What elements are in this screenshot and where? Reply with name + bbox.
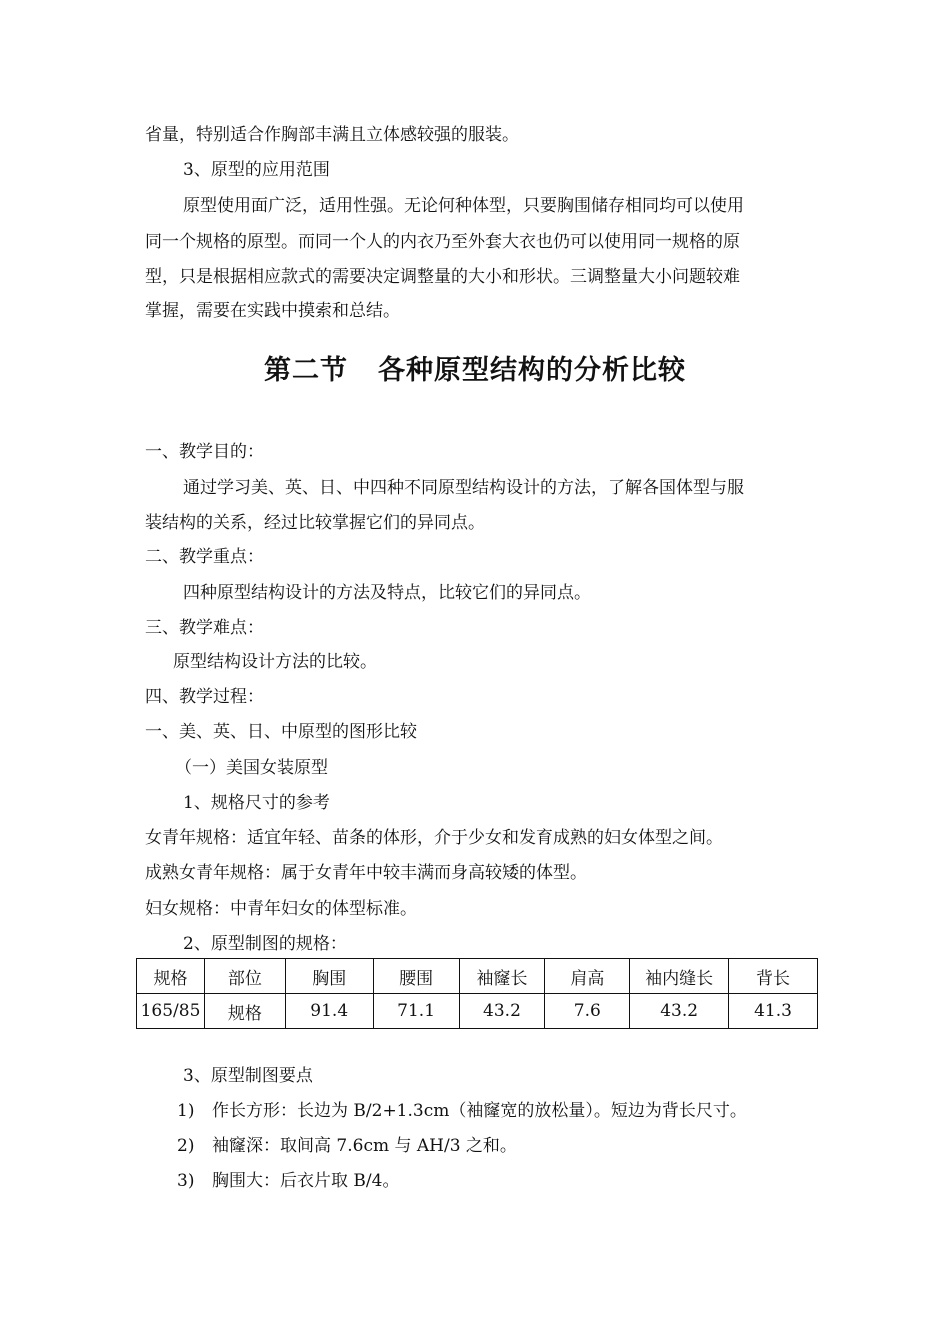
spec-women: 妇女规格：中青年妇女的体型标准。 [145, 899, 417, 919]
table-header-cell: 腰围 [373, 959, 459, 994]
step-text: 胸围大：后衣片取 B/4。 [212, 1171, 400, 1191]
compare-heading: 一、美、英、日、中原型的图形比较 [145, 722, 417, 742]
step-number: 2) [177, 1136, 195, 1156]
table-cell: 71.1 [373, 994, 459, 1029]
table-cell: 165/85 [137, 994, 205, 1029]
american-prototype-heading: （一）美国女装原型 [175, 758, 328, 778]
spec-table [136, 958, 818, 1029]
paragraph-line: 掌握，需要在实践中摸索和总结。 [145, 301, 400, 321]
table-header-cell: 肩高 [545, 959, 630, 994]
table-header-cell: 袖内缝长 [630, 959, 729, 994]
table-cell: 7.6 [545, 994, 630, 1029]
table-header-cell: 袖窿长 [459, 959, 545, 994]
drafting-points-heading: 3、原型制图要点 [183, 1066, 313, 1086]
paragraph-line: 原型使用面广泛，适用性强。无论何种体型，只要胸围储存相同均可以使用 [183, 196, 744, 216]
step-text: 作长方形：长边为 B/2+1.3cm（袖窿宽的放松量）。短边为背长尺寸。 [212, 1101, 747, 1121]
goal-text: 装结构的关系，经过比较掌握它们的异同点。 [145, 513, 485, 533]
table-header-cell: 胸围 [285, 959, 373, 994]
paragraph-line: 型，只是根据相应款式的需要决定调整量的大小和形状。三调整量大小问题较难 [145, 267, 740, 287]
difficulty-heading: 三、教学难点： [145, 618, 264, 638]
table-cell: 41.3 [729, 994, 818, 1029]
step-text: 袖窿深：取间高 7.6cm 与 AH/3 之和。 [212, 1136, 517, 1156]
table-header-cell: 背长 [729, 959, 818, 994]
focus-text: 四种原型结构设计的方法及特点，比较它们的异同点。 [183, 583, 591, 603]
step-number: 1) [177, 1101, 195, 1121]
table-header-row [137, 959, 818, 994]
subsection-heading-application: 3、原型的应用范围 [183, 160, 330, 180]
size-reference-heading: 1、规格尺寸的参考 [183, 793, 330, 813]
section-number: 第二节 [264, 355, 348, 386]
table-header-cell: 部位 [204, 959, 285, 994]
section-title [0, 354, 950, 388]
drafting-spec-heading: 2、原型制图的规格： [183, 934, 347, 954]
step-number: 3) [177, 1171, 195, 1191]
spec-young-women: 女青年规格：适宜年轻、苗条的体形，介于少女和发育成熟的妇女体型之间。 [145, 828, 723, 848]
table-cell: 规格 [204, 994, 285, 1029]
goal-heading: 一、教学目的： [145, 442, 264, 462]
intro-paragraph-end: 省量，特别适合作胸部丰满且立体感较强的服装。 [145, 125, 519, 145]
section-name: 各种原型结构的分析比较 [378, 355, 686, 386]
difficulty-text: 原型结构设计方法的比较。 [173, 652, 377, 672]
table-cell: 43.2 [630, 994, 729, 1029]
paragraph-line: 同一个规格的原型。而同一个人的内衣乃至外套大衣也仍可以使用同一规格的原 [145, 232, 740, 252]
table-cell: 43.2 [459, 994, 545, 1029]
table-header-cell: 规格 [137, 959, 205, 994]
goal-text: 通过学习美、英、日、中四种不同原型结构设计的方法，了解各国体型与服 [183, 478, 744, 498]
focus-heading: 二、教学重点： [145, 547, 264, 567]
spec-mature-young-women: 成熟女青年规格：属于女青年中较丰满而身高较矮的体型。 [145, 863, 587, 883]
process-heading: 四、教学过程： [145, 687, 264, 707]
table-row [137, 994, 818, 1029]
table-cell: 91.4 [285, 994, 373, 1029]
